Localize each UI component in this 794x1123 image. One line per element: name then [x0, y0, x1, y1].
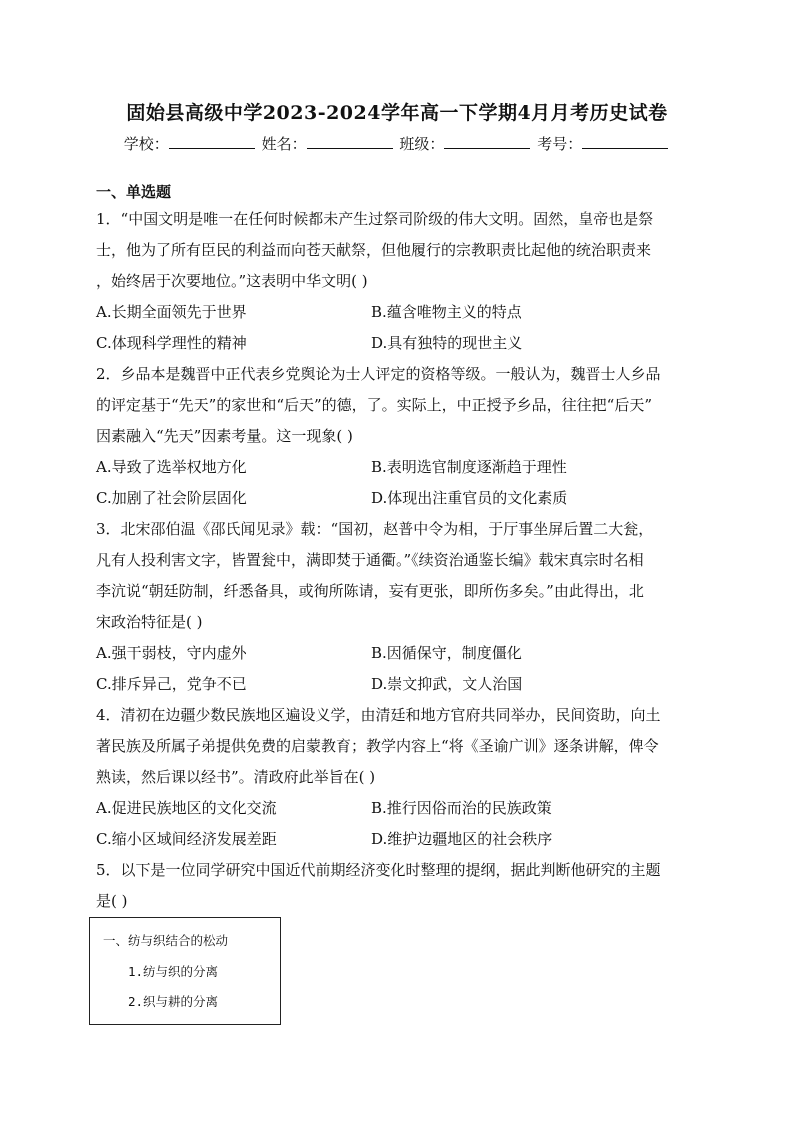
option-c[interactable]: C.缩小区域间经济发展差距 [96, 830, 277, 848]
name-label: 姓名： [261, 135, 307, 153]
question-list [96, 180, 702, 917]
question-1 [96, 204, 702, 359]
option-a[interactable]: A.强干弱枝，守内虚外 [96, 644, 247, 662]
question-5 [96, 855, 702, 917]
option-c[interactable]: C.体现科学理性的精神 [96, 334, 247, 352]
option-c[interactable]: C.加剧了社会阶层固化 [96, 489, 247, 507]
option-a[interactable]: A.促进民族地区的文化交流 [96, 799, 277, 817]
option-a[interactable]: A.导致了选举权地方化 [96, 458, 247, 476]
option-b[interactable]: B.推行因俗而治的民族政策 [371, 799, 552, 817]
option-d[interactable]: D.具有独特的现世主义 [371, 334, 523, 352]
option-d[interactable]: D.体现出注重官员的文化素质 [371, 489, 568, 507]
options-row [96, 452, 702, 483]
question-line: 著民族及所属子弟提供免费的启蒙教育；教学内容上“将《圣谕广训》逐条讲解，俾令 [96, 737, 659, 755]
options-row [96, 638, 702, 669]
name-blank[interactable] [307, 134, 393, 149]
question-line: 熟读，然后课以经书”。清政府此举旨在( ) [96, 768, 376, 786]
option-b[interactable]: B.蕴含唯物主义的特点 [371, 303, 522, 321]
question-line: 李沆说“朝廷防制，纤悉备具，或徇所陈请，妄有更张，即所伤多矣。”由此得出，北 [96, 582, 644, 600]
question-line: ，始终居于次要地位。”这表明中华文明( ) [96, 272, 368, 290]
exam-title: 固始县高级中学2023-2024学年高一下学期4月月考历史试卷 [126, 102, 668, 124]
option-d[interactable]: D.崇文抑武，文人治国 [371, 675, 523, 693]
question-line: 3．北宋邵伯温《邵氏闻见录》载：“国初，赵普中令为相，于厅事坐屏后置二大瓮， [96, 520, 654, 538]
question-line: 宋政治特征是( ) [96, 613, 203, 631]
school-label: 学校： [123, 135, 169, 153]
option-d[interactable]: D.维护边疆地区的社会秩序 [371, 830, 553, 848]
student-info-line [0, 133, 794, 154]
question-line: 2．乡品本是魏晋中正代表乡党舆论为士人评定的资格等级。一般认为，魏晋士人乡品 [96, 365, 661, 383]
options-row [96, 328, 702, 359]
question-line: 士，他为了所有臣民的利益而向苍天献祭，但他履行的宗教职责比起他的统治职责来 [96, 241, 652, 259]
outline-item: 2.织与耕的分离 [128, 994, 219, 1009]
option-b[interactable]: B.表明选官制度逐渐趋于理性 [371, 458, 567, 476]
section-heading: 一、单选题 [96, 183, 172, 201]
options-row [96, 669, 702, 700]
option-c[interactable]: C.排斥异己，党争不已 [96, 675, 247, 693]
question-line: 的评定基于“先天”的家世和“后天”的德，了。实际上，中正授予乡品，往往把“后天” [96, 396, 653, 414]
options-row [96, 824, 702, 855]
question-line: 5．以下是一位同学研究中国近代前期经济变化时整理的提纲，据此判断他研究的主题 [96, 861, 661, 879]
question-3 [96, 514, 702, 700]
outline-box [89, 917, 281, 1025]
question-4 [96, 700, 702, 855]
question-line: 1．“中国文明是唯一在任何时候都未产生过祭司阶级的伟大文明。固然，皇帝也是祭 [96, 210, 654, 228]
exam-number-label: 考号： [537, 135, 583, 153]
question-line: 因素融入“先天”因素考量。这一现象( ) [96, 427, 353, 445]
options-row [96, 483, 702, 514]
class-label: 班级： [399, 135, 445, 153]
class-blank[interactable] [444, 134, 530, 149]
exam-number-blank[interactable] [582, 134, 668, 149]
question-line: 凡有人投利害文字，皆置瓮中，满即焚于通衢。”《续资治通鉴长编》载宋真宗时名相 [96, 551, 644, 569]
question-line: 4．清初在边疆少数民族地区遍设义学，由清廷和地方官府共同举办，民间资助，向土 [96, 706, 661, 724]
outline-heading: 一、纺与织结合的松动 [103, 933, 229, 948]
question-2 [96, 359, 702, 514]
options-row [96, 297, 702, 328]
option-a[interactable]: A.长期全面领先于世界 [96, 303, 247, 321]
outline-item: 1.纺与织的分离 [128, 964, 219, 979]
option-b[interactable]: B.因循保守，制度僵化 [371, 644, 522, 662]
options-row [96, 793, 702, 824]
school-blank[interactable] [169, 134, 255, 149]
question-line: 是( ) [96, 892, 128, 910]
